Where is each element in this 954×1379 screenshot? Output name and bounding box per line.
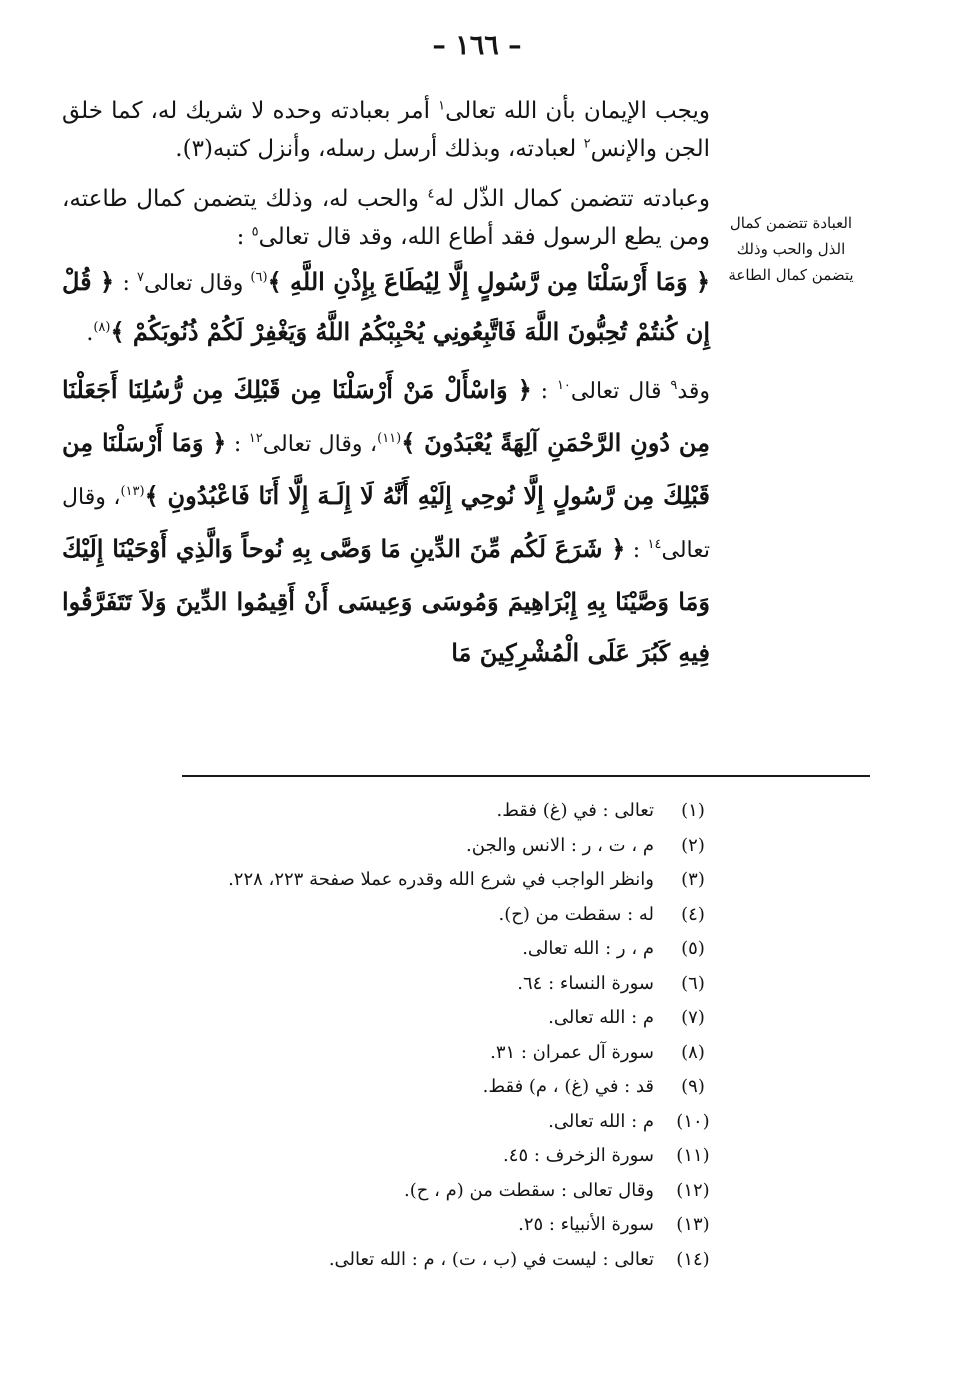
footnote-text: قد : في (غ) ، م) فقط. [482,1076,654,1097]
footnote-text: سورة آل عمران : ٣١. [490,1041,654,1063]
footnote-number: (١) [681,800,705,821]
text-run: وقال تعالى [144,271,251,296]
footnote-number: (٩) [681,1076,705,1097]
footnote-number: (١٢) [676,1179,710,1201]
text-run: : [122,271,138,296]
footnote-number: (٧) [681,1007,705,1028]
footnote-marker: (١١) [377,431,402,446]
footnotes-list [150,800,722,1283]
footnote-item [150,938,722,973]
footnote-marker: ٢ [583,136,591,152]
footnote-item [150,1214,722,1249]
footnote-item [150,800,722,835]
footnote-item [150,973,722,1008]
quran-verse: ﴿ قُلْ إِن كُنتُمْ تُحِبُّونَ اللَّهَ فَاتَّبِعُونِي يُحْبِبْكُمُ اللَّهُ وَيَغْفِرْ لَكُمْ ذُنُوبَكُمْ ﴾ [62,267,710,346]
footnote-item [150,1249,722,1284]
footnote-text: م : الله تعالى. [548,1007,654,1028]
footnote-marker: ٤ [427,186,435,202]
footnote-number: (١٤) [676,1248,710,1270]
text-run: وقد [677,379,711,404]
footnote-text: له : سقطت من (ح). [498,903,654,925]
footnote-text: سورة الأنبياء : ٢٥. [518,1214,654,1235]
paragraph-worship-obligation [62,92,710,168]
footnote-item [150,1111,722,1146]
footnote-item [150,1180,722,1215]
footnote-text: تعالى : في (غ) فقط. [496,800,654,821]
footnote-marker: (٨) [93,320,111,335]
footnote-number: (٣) [681,869,705,890]
margin-note-line: الذل والحب وذلك [736,240,846,258]
text-run: والحب له، وذلك يتضمن كمال طاعته، ومن يطع الرسول فقد أطاع الله، وقد قال تعالى [62,186,710,250]
quran-verse: ﴿ وَاسْأَلْ مَنْ أَرْسَلْنَا مِن قَبْلِكَ مِن رُّسُلِنَا أَجَعَلْنَا مِن دُونِ الرَّحْمَنِ آلِهَةً يُعْبَدُونَ ﴾ [62,375,710,457]
quran-verse: ﴿ وَمَا أَرْسَلْنَا مِن قَبْلِكَ مِن رَّسُولٍ إِلَّا نُوحِي إِلَيْهِ أَنَّهُ لَا إِلَـهَ إِلَّا أَنَا فَاعْبُدُونِ ﴾ [62,428,711,510]
footnote-item [150,904,722,939]
footnote-number: (١٠) [676,1110,710,1132]
margin-note-line: يتضمن كمال الطاعة [728,266,854,284]
footnote-item [150,1007,722,1042]
margin-note [716,210,866,288]
footnote-number: (٥) [681,938,705,959]
footnote-marker: ١ [438,98,446,114]
footnote-number: (٢) [681,834,705,856]
text-run: : [226,432,249,457]
footnote-text: م ، ت ، ر : الانس والجن. [466,834,654,856]
quran-verse: ﴿ شَرَعَ لَكُم مِّنَ الدِّينِ مَا وَصَّى بِهِ نُوحاً وَالَّذِي أَوْحَيْنَا إِلَيْكَ وَمَا وَصَّيْنَا بِهِ إِبْرَاهِيمَ وَمُوسَى وَعِيسَى أَنْ أَقِيمُوا الدِّينَ وَلاَ تَتَفَرَّقُوا فِيهِ كَبُرَ عَلَى الْمُشْرِكِينَ مَا [62,534,710,667]
text-run: لعبادته، وبذلك أرسل رسله، وأنزل كتبه(٣). [175,136,584,162]
footnote-text: م : الله تعالى. [548,1110,654,1132]
main-text [62,92,710,678]
text-run: وعبادته تتضمن كمال الذّل له [434,186,710,212]
footnote-marker: (١٣) [120,484,145,499]
footnote-marker: ٩ [670,378,678,393]
quran-verses-obedience [62,258,710,358]
footnote-item [150,1042,722,1077]
text-run: : [625,538,648,563]
quran-verse: ﴿ وَمَا أَرْسَلْنَا مِن رَّسُولٍ إِلَّا لِيُطَاعَ بِإِذْنِ اللَّهِ ﴾ [267,267,711,296]
text-run: : [236,224,252,250]
footnote-item [150,1076,722,1111]
text-run: : [531,379,557,404]
footnote-marker: (٦) [250,270,268,285]
footnote-text: م ، ر : الله تعالى. [522,938,654,959]
footnote-marker: ١٤ [647,537,662,552]
footnote-item [150,1145,722,1180]
text-run: قال تعالى [570,379,671,404]
footnote-number: (١١) [676,1145,710,1166]
footnote-item [150,869,722,904]
footnote-item [150,835,722,870]
footnote-divider [182,775,870,777]
text-run: أمر بعبادته وحده لا شريك له، كما خلق الجن والإنس [62,98,710,162]
footnote-text: تعالى : ليست في (ب ، ت) ، م : الله تعالى. [328,1248,654,1270]
paragraph-worship-love [62,180,710,256]
footnote-number: (٨) [681,1041,705,1063]
footnote-marker: ١٢ [248,431,263,446]
footnote-text: وقال تعالى : سقطت من (م ، ح). [404,1179,654,1201]
text-run: ، وقال تعالى [62,485,710,563]
footnote-number: (٤) [681,903,705,925]
footnote-text: سورة النساء : ٦٤. [517,972,654,994]
text-run: ويجب الإيمان بأن الله تعالى [445,98,710,124]
quran-verses-messengers [62,364,710,678]
footnote-marker: ٧ [137,270,144,285]
footnote-marker: ١٠ [556,378,571,393]
footnote-text: وانظر الواجب في شرع الله وقدره عملا صفحة ٢٢٣، ٢٢٨. [228,869,654,890]
margin-note-line: العبادة تتضمن كمال [729,214,853,232]
footnote-marker: ٥ [251,224,259,240]
footnote-number: (٦) [681,972,705,994]
footnote-text: سورة الزخرف : ٤٥. [503,1145,654,1166]
text-run: ، وقال تعالى [262,432,378,457]
page-number: – ١٦٦ – [432,30,522,61]
footnote-number: (١٣) [676,1214,710,1235]
text-run: . [86,321,94,346]
